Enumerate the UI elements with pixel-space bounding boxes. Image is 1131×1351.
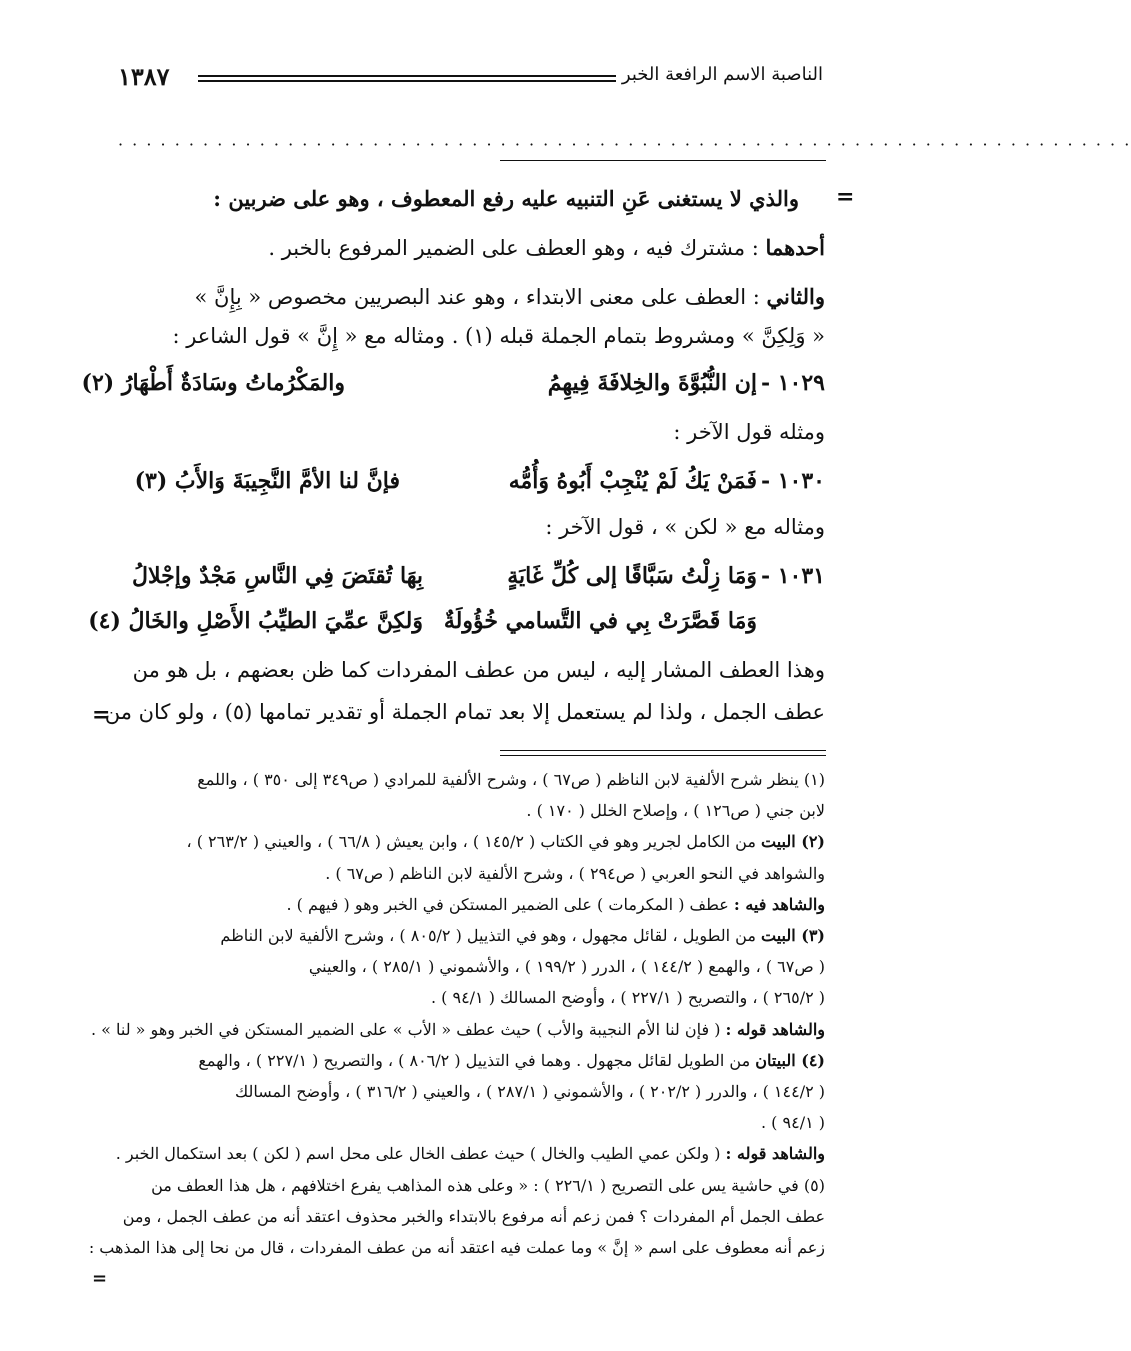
footnote-text: (٥) في حاشية يس على التصريح ( ٢٢٦/١ ) : « وعلى هذه المذاهب يفرع اختلافهم ، هل هذا العطف من — [151, 1175, 825, 1195]
footnote-text: والشواهد في النحو العربي ( ص٢٩٤ ) ، وشرح الألفية لابن الناظم ( ص٦٧ ) . — [325, 863, 825, 883]
footnote-text: عطف ( المكرمات ) على الضمير المستكن في الخبر وهو ( فيهم ) . — [286, 894, 734, 914]
footnote-line — [105, 770, 825, 789]
footnote-text: ( ١٤٤/٢ ) ، والدرر ( ٢٠٢/٢ ) ، والأشموني ( ٢٨٧/١ ) ، والعيني ( ٣١٦/٢ ) ، وأوضح المسالك — [235, 1082, 825, 1101]
term-first: أحدهما — [765, 235, 825, 260]
footnote-text: زعم أنه معطوف على اسم « إنَّ » وما عملت فيه اعتقد أنه من عطف المفردات ، قال من نحا إلى هذا المذهب : — [88, 1238, 825, 1257]
verse-1031-second-hemistich-b: وَلكِنَّ عمِّيَ الطيِّبُ الأَصْلِ والخَالُ (٤) — [88, 608, 423, 634]
footnote-line — [88, 1238, 825, 1257]
footnote-lead: والشاهد فيه : — [733, 894, 825, 914]
footnote-text: ( فإن لنا الأم النجيبة والأب ) حيث عطف « الأب » على الضمير المستكن في الخبر وهو « لنا » . — [90, 1019, 726, 1039]
running-title: الناصبة الاسم الرافعة الخبر — [621, 64, 823, 85]
section-rule — [500, 160, 826, 161]
footnote-text: من الطويل لقائل مجهول . وهما في التذييل ( ٨٠٦/٢ ) ، والتصريح ( ٢٢٧/١ ) ، والهمع — [198, 1050, 756, 1070]
verse-1030-second-hemistich: فإنَّ لنا الأمَّ النَّجِيبَةَ وَالأَبُ (٣) — [134, 468, 400, 494]
verse-1030-first-hemistich: فَمَنْ يَكُ لَمْ يُنْجِبْ أَبُوهُ وَأُمُّه — [508, 468, 757, 494]
body-line: « وَلِكِنَّ » ومشروط بتمام الجملة قبله (١) . ومثاله مع « إِنَّ » قول الشاعر : — [172, 324, 825, 348]
footnote-line — [105, 801, 825, 820]
footnote-lead: والشاهد قوله : — [725, 1019, 825, 1039]
verse-1031-first-hemistich-b: وَمَا قَصَّرَتْ بِي في التَّسامي خُؤُولَةٌ — [443, 608, 757, 634]
footnote-line — [105, 926, 825, 945]
dotted-separator: · · · · · · · · · · · · · · · · · · · · · · · · · · · · · · · · · · · · · · · · · · · · · · · · · · · · · · · · · · · · · · · · · · · · · · · · — [118, 135, 1131, 154]
footnote-line — [105, 988, 825, 1007]
footnote-line — [105, 1176, 825, 1195]
footnote-line — [105, 1113, 825, 1132]
continuation-mark: = — [92, 702, 111, 728]
footnote-text: (١) ينظر شرح الألفية لابن الناظم ( ص٦٧ ) ، وشرح الألفية للمرادي ( ص٣٤٩ إلى ٣٥٠ ) ، واللمع — [197, 770, 825, 789]
verse-1029-second-hemistich: والمَكْرُماتُ وسَادَةٌ أَطْهَارُ (٢) — [81, 370, 345, 396]
verse-1029-first-hemistich: إن النُّبُوَّةَ والخِلافَةَ فِيهِمُ — [547, 370, 757, 396]
footnote-line — [105, 1207, 825, 1226]
page-number: ١٣٨٧ — [118, 62, 170, 91]
footnote-lead: (٤) البيتان — [755, 1050, 825, 1070]
body-line: ومثله قول الآخر : — [673, 420, 825, 444]
verse-1031-number: ١٠٣١ - — [760, 563, 825, 589]
footnote-line — [105, 864, 825, 883]
body-line-rest: : العطف على معنى الابتداء ، وهو عند البصريين مخصوص « بِإِنَّ » — [194, 285, 767, 309]
body-line — [105, 284, 825, 309]
footnote-text: عطف الجمل أم المفردات ؟ فمن زعم أنه مرفوع بالابتداء والخبر محذوف اعتقد أنه من عطف الجمل ، ومن — [122, 1206, 825, 1226]
header-rule — [198, 80, 616, 82]
footnote-line — [105, 1144, 825, 1163]
footnote-rule — [500, 750, 826, 751]
footnote-text: ( ولكن عمي الطيب والخال ) حيث عطف الخال على محل اسم ( لكن ) بعد استكمال الخبر . — [115, 1144, 726, 1164]
footnote-lead: (٣) البيت — [761, 926, 825, 945]
continuation-mark: = — [836, 184, 855, 210]
verse-1031-second-hemistich: بِهَا تُقتَضَ فِي النَّاسِ مَجْدٌ وإجْلالُ — [132, 563, 423, 589]
body-line — [105, 235, 825, 260]
footnote-text: من الكامل لجرير وهو في الكتاب ( ١٤٥/٢ ) ، وابن يعيش ( ٦٦/٨ ) ، والعيني ( ٢٦٣/٢ ) ، — [186, 832, 761, 852]
verse-1029-number: ١٠٢٩ - — [760, 370, 825, 396]
body-line: عطف الجمل ، ولذا لم يستعمل إلا بعد تمام الجملة أو تقدير تمامها (٥) ، ولو كان من — [104, 700, 825, 724]
verse-1031-first-hemistich: وَمَا زِلْتُ سَبَّاقًا إلى كُلِّ غَايَةٍ — [507, 563, 757, 589]
body-line: ومثاله مع « لكن » ، قول الآخر : — [545, 515, 825, 539]
header-rule — [198, 75, 616, 77]
footnote-lead: والشاهد قوله : — [725, 1144, 825, 1164]
body-line-rest: : مشترك فيه ، وهو العطف على الضمير المرفوع بالخبر . — [268, 236, 766, 260]
footnote-line — [105, 832, 825, 851]
footnote-text: ( ٢٦٥/٢ ) ، والتصريح ( ٢٢٧/١ ) ، وأوضح المسالك ( ٩٤/١ ) . — [430, 988, 825, 1008]
verse-1030-number: ١٠٣٠ - — [760, 468, 825, 494]
footnote-text: ( ص٦٧ ) ، والهمع ( ١٤٤/٢ ) ، الدرر ( ١٩٩/٢ ) ، والأشموني ( ٢٨٥/١ ) ، والعيني — [308, 957, 825, 977]
body-line: وهذا العطف المشار إليه ، ليس من عطف المفردات كما ظن بعضهم ، بل هو من — [132, 658, 825, 682]
footnote-rule — [500, 755, 826, 756]
footnote-text: لابن جني ( ص١٢٦ ) ، وإصلاح الخلل ( ١٧٠ ) . — [526, 801, 825, 821]
footnote-text: من الطويل ، لقائل مجهول ، وهو في التذييل ( ٨٠٥/٢ ) ، وشرح الألفية لابن الناظم — [220, 926, 761, 945]
footnote-line — [105, 1051, 825, 1070]
footnote-line — [105, 957, 825, 976]
footnote-line — [105, 895, 825, 914]
body-line: والذي لا يستغنى عَنِ التنبيه عليه رفع المعطوف ، وهو على ضربين : — [213, 186, 799, 211]
continuation-mark: = — [92, 1268, 108, 1289]
term-second: والثاني — [766, 284, 825, 309]
footnote-lead: (٢) البيت — [761, 832, 825, 852]
footnote-line — [90, 1019, 825, 1039]
footnote-text: ( ٩٤/١ ) . — [761, 1113, 825, 1133]
footnote-line — [105, 1082, 825, 1101]
